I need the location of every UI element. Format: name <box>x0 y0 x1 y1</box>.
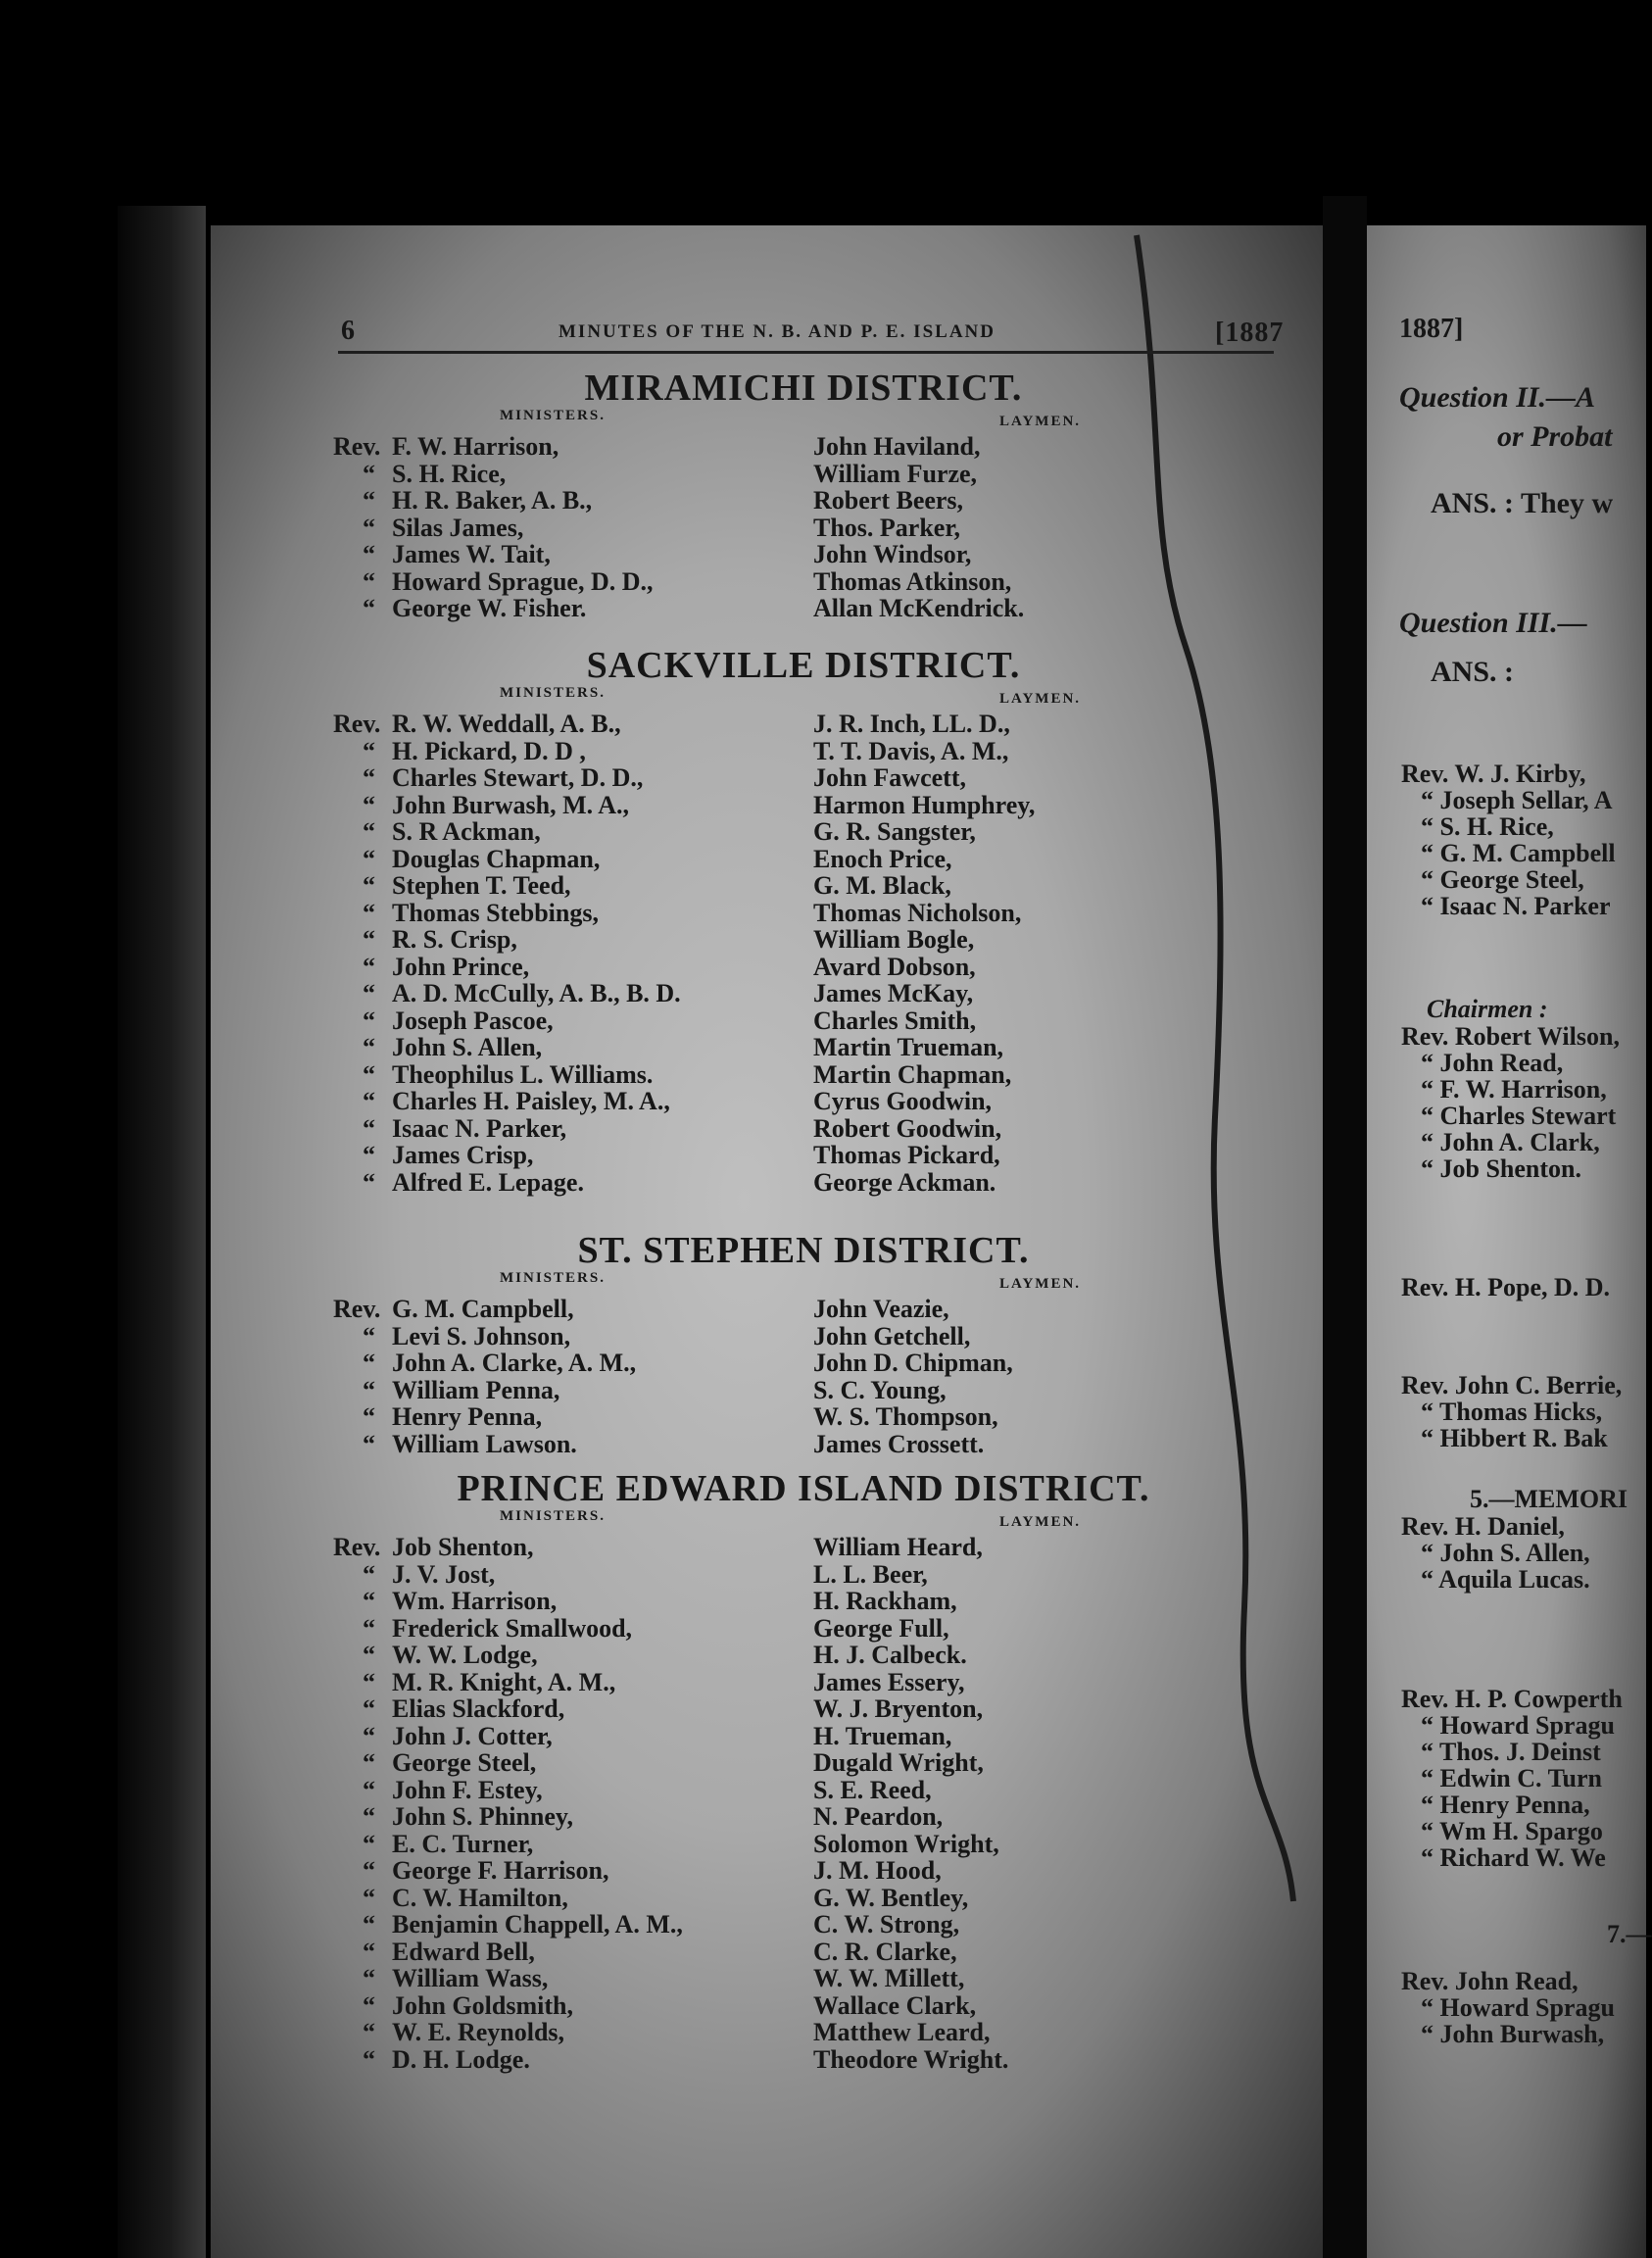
right-page <box>1367 225 1646 2258</box>
list-row <box>333 433 1274 461</box>
layman-name: Solomon Wright, <box>813 1829 999 1858</box>
right-page-line: Rev. John Read, <box>1401 1967 1579 1995</box>
layman-name: John Veazie, <box>813 1295 949 1323</box>
right-page-line: “ Henry Penna, <box>1421 1791 1590 1819</box>
right-page-line: or Probat <box>1497 420 1613 453</box>
row-prefix: “ <box>363 763 375 792</box>
list-row <box>333 1088 1274 1115</box>
row-prefix: “ <box>363 1321 375 1350</box>
right-page-line: Rev. H. Pope, D. D. <box>1401 1273 1611 1301</box>
minister-name: George W. Fisher. <box>392 594 587 622</box>
right-page-line: “ John Burwash, <box>1421 2020 1605 2048</box>
list-row <box>333 1642 1274 1669</box>
layman-name: William Bogle, <box>813 925 975 954</box>
right-page-line: “ F. W. Harrison, <box>1421 1075 1607 1104</box>
layman-name: William Heard, <box>813 1533 983 1561</box>
laymen-label: LAYMEN. <box>999 1276 1082 1292</box>
minister-name: George Steel, <box>392 1748 537 1777</box>
list-row <box>333 1534 1274 1561</box>
row-prefix: “ <box>363 2044 375 2074</box>
list-row <box>333 1857 1274 1885</box>
list-row <box>333 1061 1274 1089</box>
layman-name: George Ackman. <box>813 1167 996 1197</box>
minister-name: E. C. Turner, <box>392 1829 534 1858</box>
list-row <box>333 1034 1274 1061</box>
layman-name: Thos. Parker, <box>813 513 960 542</box>
minister-name: Stephen T. Teed, <box>392 871 571 900</box>
minister-name: S. R Ackman, <box>392 817 541 846</box>
list-row <box>333 846 1274 873</box>
minister-name: John Goldsmith, <box>392 1990 573 2020</box>
laymen-label: LAYMEN. <box>999 1514 1082 1530</box>
layman-name: H. J. Calbeck. <box>813 1641 967 1669</box>
right-page-line: “ John A. Clark, <box>1421 1128 1600 1156</box>
minister-name: Douglas Chapman, <box>392 844 601 873</box>
right-page-line: ANS. : <box>1431 656 1515 688</box>
layman-name: Avard Dobson, <box>813 952 976 981</box>
layman-name: N. Peardon, <box>813 1802 944 1831</box>
layman-name: T. T. Davis, A. M., <box>813 736 1009 765</box>
layman-name: Cyrus Goodwin, <box>813 1087 993 1115</box>
row-prefix: Rev. <box>333 1533 381 1561</box>
list-row <box>333 1561 1274 1589</box>
list-row <box>333 1669 1274 1696</box>
list-row <box>333 1965 1274 1992</box>
row-prefix: “ <box>363 594 375 622</box>
list-row <box>333 954 1274 981</box>
right-page-line: 7.— <box>1607 1920 1652 1948</box>
layman-name: W. J. Bryenton, <box>813 1694 984 1723</box>
layman-name: Thomas Atkinson, <box>813 566 1012 596</box>
minister-name: George F. Harrison, <box>392 1856 609 1885</box>
row-prefix: “ <box>363 1613 375 1643</box>
list-row <box>333 1695 1274 1723</box>
row-prefix: “ <box>363 736 375 765</box>
minister-name: W. W. Lodge, <box>392 1641 538 1669</box>
layman-name: Martin Trueman, <box>813 1033 1004 1061</box>
row-prefix: “ <box>363 1748 375 1777</box>
layman-name: W. W. Millett, <box>813 1964 965 1992</box>
row-prefix: “ <box>363 1006 375 1035</box>
district-title: MIRAMICHI DISTRICT. <box>584 368 1023 409</box>
row-prefix: “ <box>363 817 375 846</box>
ministers-label: MINISTERS. <box>500 408 606 423</box>
minister-name: James W. Tait, <box>392 540 551 568</box>
ministers-label: MINISTERS. <box>500 1270 606 1286</box>
list-row <box>333 1431 1274 1458</box>
layman-name: Dugald Wright, <box>813 1748 984 1777</box>
list-row <box>333 872 1274 900</box>
right-page-line: “ Charles Stewart <box>1421 1102 1617 1130</box>
layman-name: Robert Beers, <box>813 486 964 515</box>
list-row <box>333 1803 1274 1831</box>
list-row <box>333 980 1274 1007</box>
layman-name: James Crossett. <box>813 1429 985 1458</box>
list-row <box>333 1992 1274 2020</box>
minister-name: Alfred E. Lepage. <box>392 1167 584 1197</box>
ministers-label: MINISTERS. <box>500 1508 606 1524</box>
row-prefix: “ <box>363 952 375 981</box>
list-row <box>333 792 1274 819</box>
district-title: SACKVILLE DISTRICT. <box>586 645 1021 686</box>
minister-name: Charles H. Paisley, M. A., <box>392 1087 670 1115</box>
layman-name: H. Trueman, <box>813 1721 952 1750</box>
row-prefix: “ <box>363 1667 375 1696</box>
layman-name: J. M. Hood, <box>813 1856 942 1885</box>
page-header <box>333 316 1285 355</box>
right-page-line: “ George Steel, <box>1421 865 1584 894</box>
district-title: PRINCE EDWARD ISLAND DISTRICT. <box>457 1468 1150 1509</box>
book-spine-left <box>118 206 206 2258</box>
minister-name: John Burwash, M. A., <box>392 790 629 819</box>
minister-name: Isaac N. Parker, <box>392 1113 567 1143</box>
list-row <box>333 1350 1274 1377</box>
list-row <box>333 1403 1274 1431</box>
list-row <box>333 1296 1274 1323</box>
list-row <box>333 1615 1274 1643</box>
list-row <box>333 568 1274 596</box>
right-page-line: “ Howard Spragu <box>1421 1993 1615 2022</box>
row-prefix: “ <box>363 1033 375 1061</box>
row-prefix: “ <box>363 513 375 542</box>
laymen-label: LAYMEN. <box>999 414 1082 429</box>
row-prefix: “ <box>363 1087 375 1115</box>
layman-name: Matthew Leard, <box>813 2018 991 2046</box>
list-row <box>333 1723 1274 1750</box>
right-page-year: 1887] <box>1399 314 1464 344</box>
minister-name: S. H. Rice, <box>392 459 507 488</box>
row-prefix: “ <box>363 1167 375 1197</box>
minister-name: Howard Sprague, D. D., <box>392 566 654 596</box>
minister-name: William Lawson. <box>392 1429 577 1458</box>
layman-name: W. S. Thompson, <box>813 1402 998 1431</box>
layman-name: Thomas Pickard, <box>813 1141 1000 1169</box>
right-page-line: 5.—MEMORI <box>1470 1485 1628 1513</box>
layman-name: J. R. Inch, LL. D., <box>813 710 1010 738</box>
layman-name: Robert Goodwin, <box>813 1113 1002 1143</box>
layman-name: William Furze, <box>813 459 978 488</box>
row-prefix: “ <box>363 1559 375 1589</box>
row-prefix: “ <box>363 459 375 488</box>
minister-name: William Penna, <box>392 1375 560 1404</box>
right-page-line: “ S. H. Rice, <box>1421 812 1554 841</box>
row-prefix: “ <box>363 1964 375 1992</box>
list-row <box>333 2046 1274 2074</box>
minister-name: Levi S. Johnson, <box>392 1321 571 1350</box>
minister-name: Thomas Stebbings, <box>392 898 599 927</box>
list-row <box>333 764 1274 792</box>
row-prefix: “ <box>363 486 375 515</box>
minister-name: Henry Penna, <box>392 1402 543 1431</box>
minister-name: Joseph Pascoe, <box>392 1006 554 1035</box>
row-prefix: “ <box>363 1402 375 1431</box>
layman-name: James McKay, <box>813 979 974 1007</box>
row-prefix: “ <box>363 844 375 873</box>
minister-name: F. W. Harrison, <box>392 432 559 461</box>
right-page-line: “ Howard Spragu <box>1421 1711 1615 1740</box>
row-prefix: “ <box>363 1937 375 1966</box>
row-prefix: “ <box>363 1910 375 1939</box>
minister-name: Elias Slackford, <box>392 1694 565 1723</box>
list-row <box>333 461 1274 488</box>
row-prefix: “ <box>363 1059 375 1089</box>
right-page-line: “ John S. Allen, <box>1421 1539 1590 1567</box>
layman-name: G. R. Sangster, <box>813 817 976 846</box>
minister-name: Job Shenton, <box>392 1533 534 1561</box>
row-prefix: “ <box>363 1694 375 1723</box>
row-prefix: “ <box>363 1141 375 1169</box>
list-row <box>333 1323 1274 1350</box>
minister-name: John S. Allen, <box>392 1033 543 1061</box>
layman-name: S. E. Reed, <box>813 1775 932 1804</box>
list-row <box>333 515 1274 542</box>
right-page-line: “ Richard W. We <box>1421 1843 1606 1872</box>
minister-name: Charles Stewart, D. D., <box>392 763 644 792</box>
district-title: ST. STEPHEN DISTRICT. <box>577 1230 1030 1271</box>
row-prefix: “ <box>363 1883 375 1912</box>
minister-name: Benjamin Chappell, A. M., <box>392 1910 683 1939</box>
layman-name: Martin Chapman, <box>813 1059 1012 1089</box>
layman-name: John Windsor, <box>813 540 972 568</box>
layman-name: C. R. Clarke, <box>813 1937 957 1966</box>
list-row <box>333 1911 1274 1939</box>
layman-name: James Essery, <box>813 1667 965 1696</box>
right-page-line: “ Joseph Sellar, A <box>1421 786 1613 814</box>
row-prefix: “ <box>363 1641 375 1669</box>
layman-name: John Haviland, <box>813 432 981 461</box>
row-prefix: “ <box>363 2018 375 2046</box>
minister-name: Theophilus L. Williams. <box>392 1059 654 1089</box>
ministers-label: MINISTERS. <box>500 685 606 701</box>
row-prefix: “ <box>363 1775 375 1804</box>
row-prefix: Rev. <box>333 432 381 461</box>
layman-name: John Fawcett, <box>813 763 966 792</box>
right-page-line: “ Thos. J. Deinst <box>1421 1738 1601 1766</box>
layman-name: G. M. Black, <box>813 871 951 900</box>
header-rule <box>338 351 1274 354</box>
minister-name: W. E. Reynolds, <box>392 2018 565 2046</box>
layman-name: Allan McKendrick. <box>813 594 1025 622</box>
row-prefix: Rev. <box>333 1295 381 1323</box>
minister-name: John S. Phinney, <box>392 1802 573 1831</box>
right-page-line: “ Hibbert R. Bak <box>1421 1424 1608 1452</box>
right-page-line: “ Wm H. Spargo <box>1421 1817 1603 1845</box>
row-prefix: “ <box>363 871 375 900</box>
minister-name: R. S. Crisp, <box>392 925 517 954</box>
row-prefix: Rev. <box>333 710 381 738</box>
list-row <box>333 900 1274 927</box>
minister-name: R. W. Weddall, A. B., <box>392 710 621 738</box>
list-row <box>333 1831 1274 1858</box>
layman-name: Thomas Nicholson, <box>813 898 1022 927</box>
list-row <box>333 1939 1274 1966</box>
row-prefix: “ <box>363 1113 375 1143</box>
list-row <box>333 1749 1274 1777</box>
row-prefix: “ <box>363 979 375 1007</box>
running-title: MINUTES OF THE N. B. AND P. E. ISLAND <box>559 321 996 342</box>
row-prefix: “ <box>363 1349 375 1377</box>
list-row <box>333 1142 1274 1169</box>
row-prefix: “ <box>363 898 375 927</box>
row-prefix: “ <box>363 1802 375 1831</box>
row-prefix: “ <box>363 925 375 954</box>
minister-name: D. H. Lodge. <box>392 2044 530 2074</box>
row-prefix: “ <box>363 1990 375 2020</box>
right-page-line: “ John Read, <box>1421 1049 1564 1077</box>
list-row <box>333 1115 1274 1143</box>
right-page-line: “ G. M. Campbell <box>1421 839 1616 867</box>
layman-name: John Getchell, <box>813 1321 971 1350</box>
minister-name: H. Pickard, D. D , <box>392 736 586 765</box>
right-page-line: “ Job Shenton. <box>1421 1154 1581 1183</box>
minister-name: William Wass, <box>392 1964 549 1992</box>
right-page-line: Rev. H. P. Cowperth <box>1401 1685 1623 1713</box>
minister-name: John A. Clarke, A. M., <box>392 1349 637 1377</box>
list-row <box>333 711 1274 738</box>
row-prefix: “ <box>363 566 375 596</box>
row-prefix: “ <box>363 790 375 819</box>
row-prefix: “ <box>363 1429 375 1458</box>
layman-name: Charles Smith, <box>813 1006 977 1035</box>
right-page-line: Chairmen : <box>1427 995 1548 1023</box>
minister-name: John F. Estey, <box>392 1775 543 1804</box>
right-page-line: “ Edwin C. Turn <box>1421 1764 1602 1792</box>
layman-name: G. W. Bentley, <box>813 1883 969 1912</box>
layman-name: George Full, <box>813 1613 949 1643</box>
layman-name: C. W. Strong, <box>813 1910 960 1939</box>
right-page-line: Question III.— <box>1399 607 1587 639</box>
layman-name: S. C. Young, <box>813 1375 947 1404</box>
right-page-line: Rev. Robert Wilson, <box>1401 1022 1620 1051</box>
list-row <box>333 1169 1274 1197</box>
minister-name: James Crisp, <box>392 1141 534 1169</box>
list-row <box>333 1777 1274 1804</box>
list-row <box>333 1377 1274 1404</box>
right-page-line: “ Aquila Lucas. <box>1421 1565 1590 1594</box>
layman-name: Wallace Clark, <box>813 1990 977 2020</box>
right-page-line: Rev. John C. Berrie, <box>1401 1371 1623 1399</box>
row-prefix: “ <box>363 540 375 568</box>
right-page-line: Rev. W. J. Kirby, <box>1401 760 1586 788</box>
minister-name: John Prince, <box>392 952 530 981</box>
list-row <box>333 1588 1274 1615</box>
page-number: 6 <box>341 316 356 346</box>
list-row <box>333 926 1274 954</box>
row-prefix: “ <box>363 1587 375 1615</box>
minister-name: A. D. McCully, A. B., B. D. <box>392 979 681 1007</box>
list-row <box>333 541 1274 568</box>
minister-name: Edward Bell, <box>392 1937 535 1966</box>
minister-name: John J. Cotter, <box>392 1721 553 1750</box>
row-prefix: “ <box>363 1829 375 1858</box>
minister-name: Silas James, <box>392 513 524 542</box>
list-row <box>333 818 1274 846</box>
header-year: [1887 <box>1215 318 1285 348</box>
right-page-line: “ Thomas Hicks, <box>1421 1398 1603 1426</box>
list-row <box>333 595 1274 622</box>
layman-name: Enoch Price, <box>813 844 952 873</box>
layman-name: Harmon Humphrey, <box>813 790 1036 819</box>
list-row <box>333 2019 1274 2046</box>
minister-name: Frederick Smallwood, <box>392 1613 633 1643</box>
right-page-line: “ Isaac N. Parker <box>1421 892 1611 920</box>
minister-name: J. V. Jost, <box>392 1559 496 1589</box>
layman-name: Theodore Wright. <box>813 2044 1009 2074</box>
laymen-label: LAYMEN. <box>999 691 1082 707</box>
row-prefix: “ <box>363 1856 375 1885</box>
right-page-line: ANS. : They w <box>1431 487 1614 519</box>
minister-name: Wm. Harrison, <box>392 1587 558 1615</box>
row-prefix: “ <box>363 1375 375 1404</box>
right-page-line: Question II.—A <box>1399 381 1596 414</box>
list-row <box>333 487 1274 515</box>
row-prefix: “ <box>363 1721 375 1750</box>
list-row <box>333 1007 1274 1035</box>
minister-name: G. M. Campbell, <box>392 1295 574 1323</box>
right-page-line: Rev. H. Daniel, <box>1401 1512 1565 1541</box>
minister-name: H. R. Baker, A. B., <box>392 486 593 515</box>
layman-name: John D. Chipman, <box>813 1349 1013 1377</box>
minister-name: M. R. Knight, A. M., <box>392 1667 616 1696</box>
list-row <box>333 738 1274 765</box>
list-row <box>333 1885 1274 1912</box>
layman-name: L. L. Beer, <box>813 1559 928 1589</box>
layman-name: H. Rackham, <box>813 1587 957 1615</box>
minister-name: C. W. Hamilton, <box>392 1883 568 1912</box>
